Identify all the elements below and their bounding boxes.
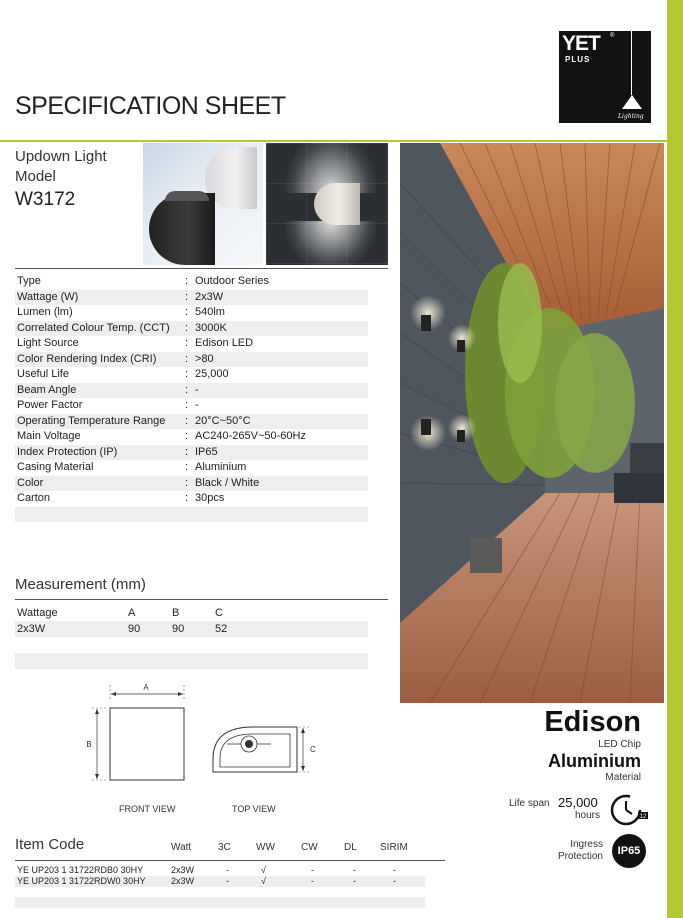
black-lamp-image xyxy=(149,193,215,265)
logo-subtext: PLUS xyxy=(565,55,591,64)
item-header-watt: Watt xyxy=(171,842,192,853)
item-cw: - xyxy=(311,865,314,875)
item-3c: - xyxy=(226,865,229,875)
spec-colon: : xyxy=(185,414,189,427)
top-view-drawing xyxy=(213,727,316,772)
spec-row xyxy=(15,476,368,492)
product-name: Updown Light xyxy=(15,148,107,165)
lit-lamp-image xyxy=(314,183,360,225)
spec-value: 540lm xyxy=(195,306,225,318)
product-photo-pair xyxy=(143,143,263,265)
item-ww: √ xyxy=(261,876,266,886)
measurement-c: 52 xyxy=(215,623,228,635)
svg-text:12: 12 xyxy=(639,814,647,820)
top-view-label: TOP VIEW xyxy=(232,804,276,814)
spec-row xyxy=(15,429,368,445)
spec-row xyxy=(15,367,368,383)
spec-row xyxy=(15,274,368,290)
spec-colon: : xyxy=(185,368,189,380)
spec-label: Main Voltage xyxy=(17,430,81,442)
spec-colon: : xyxy=(185,476,189,489)
spec-row xyxy=(15,336,368,352)
spec-row xyxy=(15,445,368,461)
chip-brand: Edison xyxy=(544,706,641,738)
page-title: SPECIFICATION SHEET xyxy=(15,92,286,120)
spec-label: Carton xyxy=(17,492,51,504)
spec-row xyxy=(15,491,368,507)
measurement-header-c: C xyxy=(215,607,223,619)
spec-label: Useful Life xyxy=(17,368,69,380)
item-code-title: Item Code xyxy=(15,836,85,853)
spec-colon: : xyxy=(185,275,189,287)
material-label: Material xyxy=(605,772,641,783)
spec-colon: : xyxy=(185,430,189,442)
installation-photo xyxy=(400,143,664,703)
measurement-blank-row xyxy=(15,653,368,669)
measurement-title: Measurement (mm) xyxy=(15,576,146,593)
item-code-divider xyxy=(15,860,445,861)
logo-text: YET xyxy=(562,32,600,55)
item-header-ww: WW xyxy=(256,842,275,853)
wall-lamp-4 xyxy=(457,430,465,442)
item-row xyxy=(15,876,425,887)
spec-value: 20°C~50°C xyxy=(195,414,251,427)
spec-label: Color xyxy=(17,476,44,489)
measurement-a: 90 xyxy=(128,623,141,635)
spec-label: Casing Material xyxy=(17,461,94,473)
item-blank-row xyxy=(15,897,425,908)
front-view-label: FRONT VIEW xyxy=(119,804,176,814)
lifespan-label: Life span xyxy=(509,798,550,809)
item-dl: - xyxy=(353,865,356,875)
spec-row xyxy=(15,290,368,306)
brand-logo xyxy=(559,31,651,123)
material-value: Aluminium xyxy=(548,751,641,771)
item-cw: - xyxy=(311,876,314,886)
spec-colon: : xyxy=(185,337,189,349)
lifespan-value: 25,000 xyxy=(558,795,598,810)
spec-value: 30pcs xyxy=(195,492,225,504)
spec-row xyxy=(15,460,368,476)
spec-value: - xyxy=(195,383,199,396)
title-divider xyxy=(0,140,667,142)
spec-value: AC240-265V~50-60Hz xyxy=(195,430,306,442)
logo-registered-mark: ® xyxy=(610,33,615,39)
chip-label: LED Chip xyxy=(598,739,641,750)
lifespan-unit: hours xyxy=(575,810,601,821)
spec-value: Outdoor Series xyxy=(195,275,269,287)
spec-label: Lumen (lm) xyxy=(17,306,73,318)
measurement-b: 90 xyxy=(172,623,185,635)
spec-blank-row xyxy=(15,507,368,523)
dim-label-b: B xyxy=(86,740,92,749)
product-lit-photo xyxy=(266,143,388,265)
spec-label: Operating Temperature Range xyxy=(17,414,166,427)
measurement-wattage: 2x3W xyxy=(17,623,46,635)
clock-icon xyxy=(610,792,654,828)
black-lamp-top xyxy=(165,191,209,201)
spec-colon: : xyxy=(185,321,189,334)
dim-label-c: C xyxy=(310,745,316,754)
spec-value: 25,000 xyxy=(195,368,229,380)
measurement-gap xyxy=(15,637,368,653)
logo-lamp-cord xyxy=(631,31,632,95)
spec-colon: : xyxy=(185,445,189,458)
logo-tagline: Lighting xyxy=(618,113,644,120)
item-header-sirim: SIRIM xyxy=(380,842,408,853)
model-label: Model xyxy=(15,168,56,185)
item-sirim: - xyxy=(393,865,396,875)
measurement-header-b: B xyxy=(172,607,180,619)
item-header-dl: DL xyxy=(344,842,357,853)
item-ww: √ xyxy=(261,865,266,875)
spec-colon: : xyxy=(185,461,189,473)
item-row xyxy=(15,865,425,876)
spec-colon: : xyxy=(185,352,189,365)
front-view-drawing xyxy=(86,683,184,780)
item-3c: - xyxy=(226,876,229,886)
item-sirim: - xyxy=(393,876,396,886)
spec-colon: : xyxy=(185,383,189,396)
spec-table xyxy=(15,274,368,522)
measurement-table xyxy=(15,605,368,669)
spec-value: 2x3W xyxy=(195,290,224,303)
light-beam-down xyxy=(286,221,376,265)
dim-label-a: A xyxy=(143,683,149,692)
measurement-header-wattage: Wattage xyxy=(17,607,58,619)
spec-row xyxy=(15,398,368,414)
model-code: W3172 xyxy=(15,189,76,210)
spec-value: IP65 xyxy=(195,445,218,458)
spec-row xyxy=(15,352,368,368)
spec-label: Beam Angle xyxy=(17,383,77,396)
spec-label: Color Rendering Index (CRI) xyxy=(17,352,157,365)
spec-value: Aluminium xyxy=(195,461,247,473)
measurement-divider xyxy=(15,599,388,600)
accent-side-bar xyxy=(667,0,683,918)
ingress-label-line1: Ingress xyxy=(570,839,603,850)
spec-row xyxy=(15,321,368,337)
logo-lamp-icon xyxy=(622,95,642,109)
wall-lamp-3 xyxy=(457,340,465,352)
item-watt: 2x3W xyxy=(171,876,195,886)
spec-value: >80 xyxy=(195,352,214,365)
spec-label: Light Source xyxy=(17,337,79,349)
wall-lamp-1 xyxy=(421,315,431,331)
spec-colon: : xyxy=(185,492,189,504)
spec-row xyxy=(15,414,368,430)
wall-lamp-2 xyxy=(421,419,431,435)
measurement-row xyxy=(15,621,368,637)
spec-value: Black / White xyxy=(195,476,260,489)
ip-rating-badge: IP65 xyxy=(612,834,646,868)
spec-colon: : xyxy=(185,399,189,411)
spec-colon: : xyxy=(185,290,189,303)
item-dl: - xyxy=(353,876,356,886)
spec-value: 3000K xyxy=(195,321,227,334)
measurement-header-a: A xyxy=(128,607,136,619)
spec-table-divider xyxy=(15,268,388,269)
ingress-label-line2: Protection xyxy=(557,851,603,862)
spec-label: Power Factor xyxy=(17,399,83,411)
measurement-header-row xyxy=(15,605,368,621)
spec-value: Edison LED xyxy=(195,337,254,349)
item-code: YE UP203 1 31722RDW0 30HY xyxy=(17,876,146,886)
item-watt: 2x3W xyxy=(171,865,195,875)
spec-colon: : xyxy=(185,306,189,318)
item-header-3c: 3C xyxy=(218,842,231,853)
spec-row xyxy=(15,305,368,321)
spec-label: Index Protection (IP) xyxy=(17,445,118,458)
spec-row xyxy=(15,383,368,399)
item-header-cw: CW xyxy=(301,842,318,853)
spec-label: Correlated Colour Temp. (CCT) xyxy=(17,321,170,334)
item-code: YE UP203 1 31722RDB0 30HY xyxy=(17,865,144,875)
spec-label: Wattage (W) xyxy=(17,290,79,303)
spec-value: - xyxy=(195,399,199,411)
spec-label: Type xyxy=(17,275,41,287)
dimension-drawings xyxy=(0,672,400,822)
